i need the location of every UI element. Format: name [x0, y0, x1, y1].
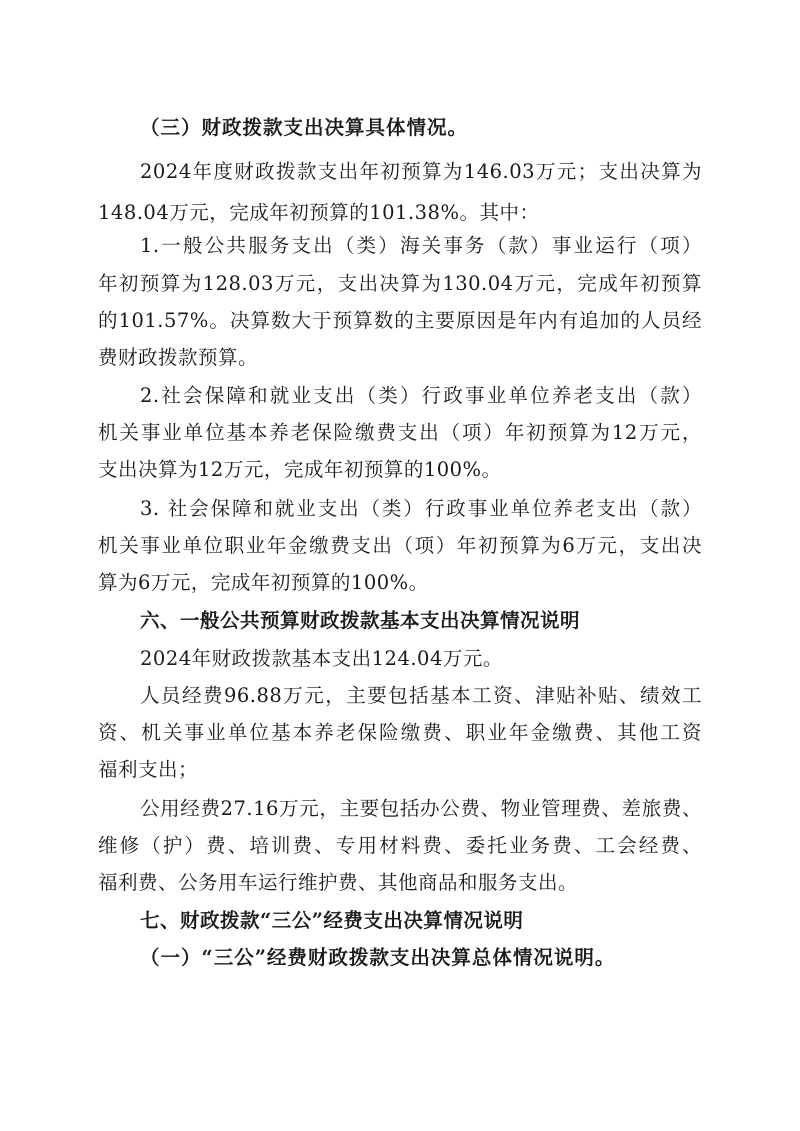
personnel-line-1: 人员经费96.88万元，主要包括基本工资、津贴补贴、绩效工	[140, 684, 702, 707]
item1-line-2: 年初预算为128.03万元，支出决算为130.04万元，完成年初预算	[98, 272, 702, 295]
section-3-heading: （三）财政拨款支出决算具体情况。	[140, 116, 469, 139]
summary-line-2: 148.04万元，完成年初预算的101.38%。其中：	[98, 201, 540, 224]
personnel-line-2: 资、机关事业单位基本养老保险缴费、职业年金缴费、其他工资	[98, 721, 702, 744]
public-line-3: 福利费、公务用车运行维护费、其他商品和服务支出。	[98, 871, 579, 894]
item2-line-2: 机关事业单位基本养老保险缴费支出（项）年初预算为12万元，	[98, 421, 702, 444]
public-line-2: 维修（护）费、培训费、专用材料费、委托业务费、工会经费、	[98, 834, 702, 857]
item2-line-1: 2.社会保障和就业支出（类）行政事业单位养老支出（款）	[140, 384, 702, 407]
item1-line-4: 费财政拨款预算。	[98, 346, 259, 369]
section-6-heading: 六、一般公共预算财政拨款基本支出决算情况说明	[140, 609, 581, 632]
section-7-heading: 七、财政拨款“三公”经费支出决算情况说明	[140, 909, 524, 932]
basic-total: 2024年财政拨款基本支出124.04万元。	[140, 647, 503, 670]
section-7-sub-heading: （一）“三公”经费财政拨款支出决算总体情况说明。	[140, 946, 616, 969]
item1-line-3: 的101.57%。决算数大于预算数的主要原因是年内有追加的人员经	[98, 309, 702, 332]
item3-line-1: 3. 社会保障和就业支出（类）行政事业单位养老支出（款）	[140, 497, 702, 520]
summary-line-1: 2024年度财政拨款支出年初预算为146.03万元；支出决算为	[140, 160, 702, 183]
item3-line-2: 机关事业单位职业年金缴费支出（项）年初预算为6万元，支出决	[98, 534, 702, 557]
item1-line-1: 1.一般公共服务支出（类）海关事务（款）事业运行（项）	[140, 234, 702, 257]
item2-line-3: 支出决算为12万元，完成年初预算的100%。	[98, 458, 502, 481]
personnel-line-3: 福利支出；	[98, 758, 199, 781]
item3-line-3: 算为6万元，完成年初预算的100%。	[98, 571, 429, 594]
public-line-1: 公用经费27.16万元，主要包括办公费、物业管理费、差旅费、	[140, 797, 702, 820]
